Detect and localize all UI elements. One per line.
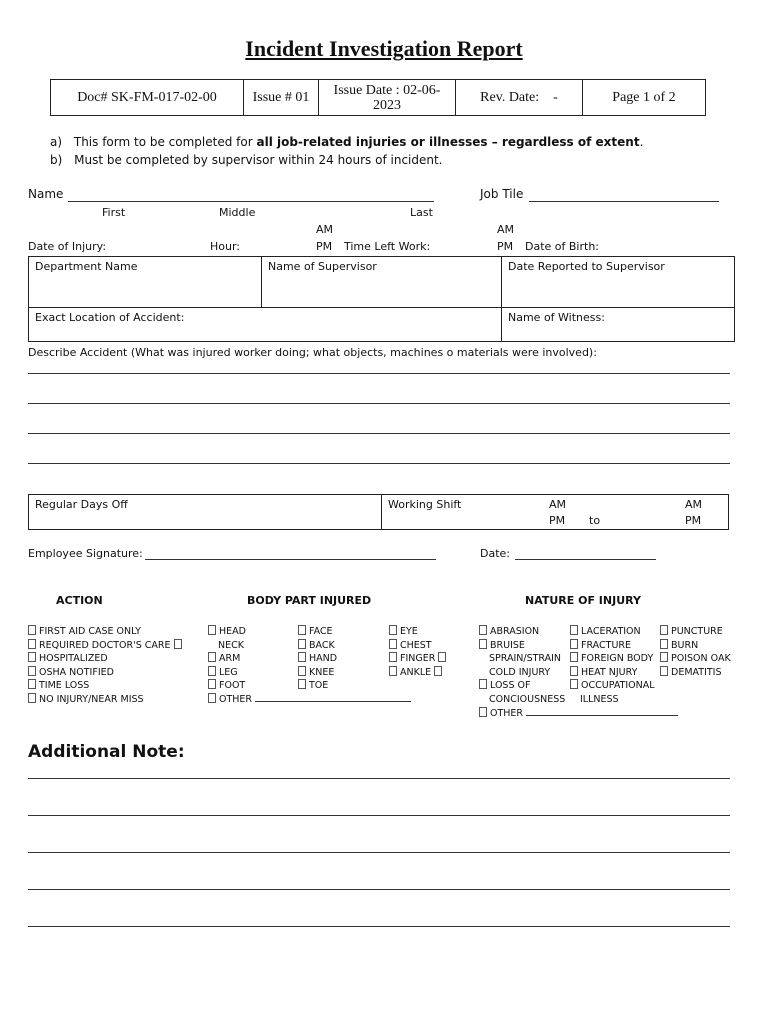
- checkbox-icon[interactable]: [208, 625, 216, 635]
- first-label: First: [102, 206, 126, 219]
- instruction-a: [50, 135, 643, 149]
- employee-signature-label: Employee Signature:: [28, 547, 143, 560]
- checkbox-icon[interactable]: [298, 679, 306, 689]
- nature-item[interactable]: OTHER: [479, 707, 678, 721]
- checkbox-icon[interactable]: [660, 666, 668, 676]
- checkbox-icon[interactable]: [298, 625, 306, 635]
- describe-accident-label: Describe Accident (What was injured worker doing; what objects, machines o materials were involved):: [28, 346, 597, 359]
- additional-note-line[interactable]: [28, 778, 730, 779]
- describe-accident-line[interactable]: [28, 373, 730, 374]
- divider: [381, 494, 382, 529]
- checkbox-icon[interactable]: [298, 639, 306, 649]
- checkbox-icon[interactable]: [28, 666, 36, 676]
- page-title: Incident Investigation Report: [245, 36, 523, 61]
- body-part-item[interactable]: HAND: [298, 652, 337, 666]
- nature-item[interactable]: LACERATION: [570, 625, 655, 639]
- date-of-injury-label: Date of Injury:: [28, 240, 107, 253]
- nature-item[interactable]: POISON OAK: [660, 652, 731, 666]
- nature-heading: NATURE OF INJURY: [525, 594, 641, 607]
- shift-box: [28, 494, 729, 530]
- checkbox-icon[interactable]: [389, 639, 397, 649]
- body-part-item[interactable]: BACK: [298, 639, 337, 653]
- checkbox-icon[interactable]: [389, 625, 397, 635]
- doc-number: Doc# SK-FM-017-02-00: [51, 80, 244, 116]
- signature-date-field[interactable]: [515, 559, 656, 560]
- action-list: [28, 625, 185, 707]
- instruction-b-marker: b): [50, 153, 63, 167]
- rev-date-value: -: [553, 90, 558, 105]
- rev-date: [456, 80, 583, 116]
- action-item[interactable]: HOSPITALIZED: [28, 652, 185, 666]
- divider: [501, 256, 502, 341]
- body-part-item[interactable]: EYE: [389, 625, 449, 639]
- action-item[interactable]: OSHA NOTIFIED: [28, 666, 185, 680]
- instruction-b: [50, 153, 443, 167]
- checkbox-icon[interactable]: [298, 666, 306, 676]
- body-part-item[interactable]: OTHER: [208, 693, 411, 707]
- body-part-item[interactable]: ANKLE: [389, 666, 449, 680]
- action-item[interactable]: TIME LOSS: [28, 679, 185, 693]
- middle-label: Middle: [219, 206, 256, 219]
- shift-end-pm: PM: [685, 514, 702, 527]
- additional-note-heading: Additional Note:: [28, 742, 185, 762]
- additional-note-line[interactable]: [28, 852, 730, 853]
- nature-item[interactable]: ABRASION: [479, 625, 678, 639]
- nature-item[interactable]: FRACTURE: [570, 639, 655, 653]
- checkbox-icon[interactable]: [570, 679, 578, 689]
- job-title-field[interactable]: [529, 201, 719, 202]
- additional-note-line[interactable]: [28, 815, 730, 816]
- job-title-label: Job Tile: [480, 187, 524, 201]
- page-number: Page 1 of 2: [583, 80, 706, 116]
- body-part-item[interactable]: FOOT: [208, 679, 411, 693]
- checkbox-icon[interactable]: [660, 639, 668, 649]
- exact-location-label: Exact Location of Accident:: [35, 311, 185, 324]
- issue-date: [319, 80, 456, 116]
- checkbox-icon[interactable]: [28, 652, 36, 662]
- name-of-witness-label: Name of Witness:: [508, 311, 605, 324]
- checkbox-icon[interactable]: [298, 652, 306, 662]
- nature-item[interactable]: OCCUPATIONAL: [570, 679, 655, 693]
- instruction-a-bold: all job-related injuries or illnesses – regardless of extent: [256, 135, 640, 149]
- checkbox-icon[interactable]: [28, 693, 36, 703]
- shift-start-pm: PM: [549, 514, 566, 527]
- nature-item[interactable]: PUNCTURE: [660, 625, 731, 639]
- additional-note-line[interactable]: [28, 889, 730, 890]
- checkbox-icon[interactable]: [208, 666, 216, 676]
- body-part-item[interactable]: KNEE: [298, 666, 337, 680]
- time-left-am-label: AM: [497, 223, 515, 236]
- regular-days-off-label: Regular Days Off: [35, 498, 128, 511]
- instruction-a-marker: a): [50, 135, 63, 149]
- name-of-supervisor-label: Name of Supervisor: [268, 260, 377, 273]
- body-part-list-3: [389, 625, 449, 679]
- nature-item[interactable]: FOREIGN BODY: [570, 652, 655, 666]
- body-part-item[interactable]: CHEST: [389, 639, 449, 653]
- nature-list-3: [660, 625, 731, 679]
- issue-number: Issue # 01: [244, 80, 319, 116]
- checkbox-icon[interactable]: [660, 652, 668, 662]
- nature-item-cont: CONCIOUSNESS: [489, 693, 566, 705]
- shift-start-am: AM: [549, 498, 567, 511]
- body-part-item[interactable]: LEG: [208, 666, 411, 680]
- rev-date-label: Rev. Date:: [480, 90, 540, 105]
- issue-date-line1: Issue Date : 02-06-: [333, 82, 441, 98]
- hour-am-label: AM: [316, 223, 334, 236]
- nature-item[interactable]: DEMATITIS: [660, 666, 731, 680]
- shift-end-am: AM: [685, 498, 703, 511]
- checkbox-icon[interactable]: [208, 693, 216, 703]
- working-shift-label: Working Shift: [388, 498, 462, 511]
- checkbox-icon[interactable]: [389, 652, 397, 662]
- checkbox-icon[interactable]: [479, 679, 487, 689]
- checkbox-icon[interactable]: [174, 639, 182, 649]
- checkbox-icon[interactable]: [479, 639, 487, 649]
- checkbox-icon[interactable]: [570, 625, 578, 635]
- checkbox-icon[interactable]: [389, 666, 397, 676]
- action-item[interactable]: REQUIRED DOCTOR'S CARE: [28, 639, 185, 653]
- checkbox-icon[interactable]: [28, 639, 36, 649]
- describe-accident-line[interactable]: [28, 403, 730, 404]
- divider: [261, 256, 262, 307]
- body-part-other-field[interactable]: [255, 701, 411, 702]
- employee-signature-field[interactable]: [145, 559, 436, 560]
- body-part-item[interactable]: FINGER: [389, 652, 449, 666]
- checkbox-icon[interactable]: [570, 639, 578, 649]
- last-label: Last: [410, 206, 433, 219]
- department-name-label: Department Name: [35, 260, 138, 273]
- name-field[interactable]: [68, 201, 434, 202]
- action-item[interactable]: FIRST AID CASE ONLY: [28, 625, 185, 639]
- checkbox-icon[interactable]: [570, 666, 578, 676]
- body-part-list-2: [298, 625, 337, 693]
- checkbox-icon[interactable]: [434, 666, 442, 676]
- date-of-birth-label: Date of Birth:: [525, 240, 600, 253]
- checkbox-icon[interactable]: [28, 679, 36, 689]
- instruction-a-end: .: [639, 135, 644, 149]
- body-part-item[interactable]: ARM: [208, 652, 411, 666]
- describe-accident-line[interactable]: [28, 463, 730, 464]
- instruction-a-text: This form to be completed for: [73, 135, 257, 149]
- hour-pm-label: PM: [316, 240, 333, 253]
- describe-accident-line[interactable]: [28, 433, 730, 434]
- time-left-work-label: Time Left Work:: [344, 240, 431, 253]
- checkbox-icon[interactable]: [28, 625, 36, 635]
- body-part-item[interactable]: TOE: [298, 679, 337, 693]
- additional-note-line[interactable]: [28, 926, 730, 927]
- date-reported-label: Date Reported to Supervisor: [508, 260, 665, 273]
- nature-item[interactable]: BRUISE: [479, 639, 678, 653]
- divider: [28, 307, 734, 308]
- checkbox-icon[interactable]: [438, 652, 446, 662]
- nature-item-cont: COLD INJURY: [489, 666, 551, 678]
- shift-to-label: to: [589, 514, 601, 527]
- action-heading: ACTION: [56, 594, 103, 607]
- body-part-item-cont: NECK: [218, 639, 244, 651]
- nature-item[interactable]: HEAT NJURY: [570, 666, 655, 680]
- body-part-item[interactable]: FACE: [298, 625, 337, 639]
- body-part-heading: BODY PART INJURED: [247, 594, 372, 607]
- time-left-pm-label: PM: [497, 240, 514, 253]
- hour-label: Hour:: [210, 240, 241, 253]
- instruction-b-text: Must be completed by supervisor within 24 hours of incident.: [74, 153, 443, 167]
- checkbox-icon[interactable]: [208, 652, 216, 662]
- nature-item[interactable]: BURN: [660, 639, 731, 653]
- checkbox-icon[interactable]: [660, 625, 668, 635]
- checkbox-icon[interactable]: [208, 679, 216, 689]
- nature-item-cont: SPRAIN/STRAIN: [489, 653, 562, 665]
- checkbox-icon[interactable]: [479, 625, 487, 635]
- action-item[interactable]: NO INJURY/NEAR MISS: [28, 693, 185, 707]
- checkbox-icon[interactable]: [479, 707, 487, 717]
- nature-item[interactable]: LOSS OF: [479, 679, 678, 693]
- nature-other-field[interactable]: [526, 715, 678, 716]
- nature-item-cont: ILLNESS: [580, 693, 619, 705]
- document-header-table: [50, 79, 706, 116]
- checkbox-icon[interactable]: [570, 652, 578, 662]
- nature-list-2: [570, 625, 655, 707]
- signature-date-label: Date:: [480, 547, 510, 560]
- name-label: Name: [28, 187, 64, 201]
- body-part-item[interactable]: HEAD: [208, 625, 411, 639]
- issue-date-line2: 2023: [373, 97, 401, 113]
